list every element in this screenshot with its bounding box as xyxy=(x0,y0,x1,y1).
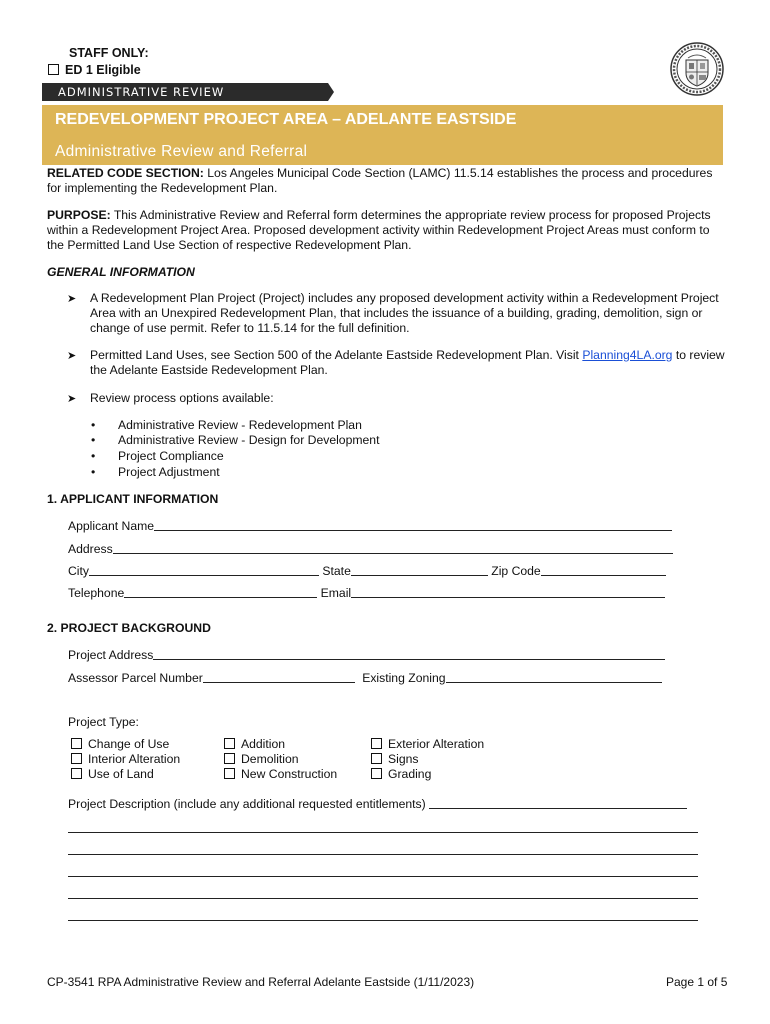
bullet-dot-icon: • xyxy=(91,449,96,463)
project-type-checkbox[interactable] xyxy=(371,768,382,779)
bullet-dot-icon: • xyxy=(91,418,96,432)
project-address-row xyxy=(68,648,665,662)
general-bullet-2-pre: Permitted Land Uses, see Section 500 of the Adelante Eastside Redevelopment Plan. Visit xyxy=(90,348,583,362)
staff-only-label: STAFF ONLY: xyxy=(69,46,149,60)
apn-label: Assessor Parcel Number xyxy=(68,671,203,685)
city-row xyxy=(68,564,666,578)
project-type-column xyxy=(371,737,484,782)
address-label: Address xyxy=(68,542,113,556)
project-type-column xyxy=(224,737,337,782)
project-type-option: Interior Alteration xyxy=(88,752,181,766)
project-type-option: Exterior Alteration xyxy=(388,737,485,751)
telephone-row xyxy=(68,586,665,600)
project-type-option: Addition xyxy=(241,737,286,751)
project-type-option: Demolition xyxy=(241,752,299,766)
zip-field[interactable] xyxy=(541,564,666,576)
related-code-paragraph xyxy=(47,166,727,196)
project-address-field[interactable] xyxy=(153,648,665,660)
arrow-bullet-icon: ➤ xyxy=(67,293,77,305)
zoning-label: Existing Zoning xyxy=(362,671,446,685)
zip-label: Zip Code xyxy=(491,564,541,578)
general-bullet-2 xyxy=(90,348,730,378)
purpose-text: This Administrative Review and Referral form determines the appropriate review process for proposed Projects within a Redevelopment Project Area. Proposed development activity within Redevelopment Project Areas must conform to the Permitted Land Use Section of respective Redevelopment Plan. xyxy=(47,208,711,252)
email-label: Email xyxy=(320,586,352,600)
related-code-label: RELATED CODE SECTION: xyxy=(47,166,204,180)
staff-only-block xyxy=(57,45,149,79)
project-description-row xyxy=(68,797,687,811)
project-type-checkbox[interactable] xyxy=(71,768,82,779)
arrow-bullet-icon: ➤ xyxy=(67,350,77,362)
general-bullet-2-post: to review the Adelante Eastside Redevelopment Plan. xyxy=(90,348,725,377)
planning4la-link[interactable]: Planning4LA.org xyxy=(582,348,673,362)
page-title: REDEVELOPMENT PROJECT AREA – ADELANTE EASTSIDE xyxy=(55,111,517,128)
project-description-field[interactable] xyxy=(429,797,687,809)
project-type-checkbox[interactable] xyxy=(371,753,382,764)
applicant-name-label: Applicant Name xyxy=(68,519,155,533)
page-number: Page 1 of 5 xyxy=(666,975,728,989)
bullet-dot-icon: • xyxy=(91,465,96,479)
address-row xyxy=(68,542,673,556)
bullet-dot-icon: • xyxy=(91,433,96,447)
telephone-label: Telephone xyxy=(68,586,125,600)
ed1-label: ED 1 Eligible xyxy=(65,63,141,77)
project-section-heading: 2. PROJECT BACKGROUND xyxy=(47,621,211,635)
applicant-name-row xyxy=(68,519,672,533)
project-type-checkbox[interactable] xyxy=(224,738,235,749)
project-type-option: New Construction xyxy=(241,767,338,781)
ed1-checkbox[interactable] xyxy=(48,64,59,75)
project-type-column xyxy=(71,737,180,782)
project-type-checkbox[interactable] xyxy=(371,738,382,749)
page-subtitle: Administrative Review and Referral xyxy=(55,143,308,160)
general-bullet-3: Review process options available: xyxy=(90,391,274,405)
general-info-heading: GENERAL INFORMATION xyxy=(47,265,195,279)
zoning-field[interactable] xyxy=(446,671,662,683)
general-bullet-1: A Redevelopment Plan Project (Project) includes any proposed development activity within a Redevelopment Project Area with an Unexpired Redevelopment Plan, that includes the issuance of a building, grading, demolition, sign or change of use permit. Refer to 11.5.14 for the full definition. xyxy=(90,291,719,335)
project-description-label: Project Description (include any additional requested entitlements) xyxy=(68,797,426,811)
description-line[interactable] xyxy=(68,876,698,877)
review-option: Administrative Review - Redevelopment Plan xyxy=(118,418,362,432)
city-seal-logo xyxy=(670,42,724,96)
related-code-text: Los Angeles Municipal Code Section (LAMC) 11.5.14 establishes the process and procedures for implementing the Redevelopment Plan. xyxy=(47,166,713,195)
review-option: Project Compliance xyxy=(118,449,224,463)
city-label: City xyxy=(68,564,89,578)
state-label: State xyxy=(322,564,351,578)
city-field[interactable] xyxy=(89,564,319,576)
applicant-section-heading: 1. APPLICANT INFORMATION xyxy=(47,492,219,506)
project-type-option: Use of Land xyxy=(88,767,154,781)
state-field[interactable] xyxy=(351,564,488,576)
description-line[interactable] xyxy=(68,920,698,921)
project-type-label: Project Type: xyxy=(68,715,139,729)
description-line[interactable] xyxy=(68,854,698,855)
apn-field[interactable] xyxy=(203,671,355,683)
project-type-checkbox[interactable] xyxy=(224,768,235,779)
applicant-name-field[interactable] xyxy=(154,519,672,531)
telephone-field[interactable] xyxy=(124,586,317,598)
description-line[interactable] xyxy=(68,898,698,899)
review-option: Administrative Review - Design for Development xyxy=(118,433,380,447)
project-type-option: Signs xyxy=(388,752,419,766)
review-option: Project Adjustment xyxy=(118,465,220,479)
banner-label: ADMINISTRATIVE REVIEW xyxy=(58,85,225,99)
purpose-paragraph xyxy=(47,208,727,253)
project-type-checkbox[interactable] xyxy=(71,738,82,749)
email-field[interactable] xyxy=(351,586,665,598)
description-line[interactable] xyxy=(68,832,698,833)
arrow-bullet-icon: ➤ xyxy=(67,393,77,405)
apn-row xyxy=(68,671,662,685)
project-type-option: Change of Use xyxy=(88,737,170,751)
purpose-label: PURPOSE: xyxy=(47,208,111,222)
project-type-checkbox[interactable] xyxy=(224,753,235,764)
form-footer-id: CP-3541 RPA Administrative Review and Referral Adelante Eastside (1/11/2023) xyxy=(47,975,475,989)
project-type-option: Grading xyxy=(388,767,432,781)
project-address-label: Project Address xyxy=(68,648,154,662)
address-field[interactable] xyxy=(113,542,673,554)
project-type-checkbox[interactable] xyxy=(71,753,82,764)
